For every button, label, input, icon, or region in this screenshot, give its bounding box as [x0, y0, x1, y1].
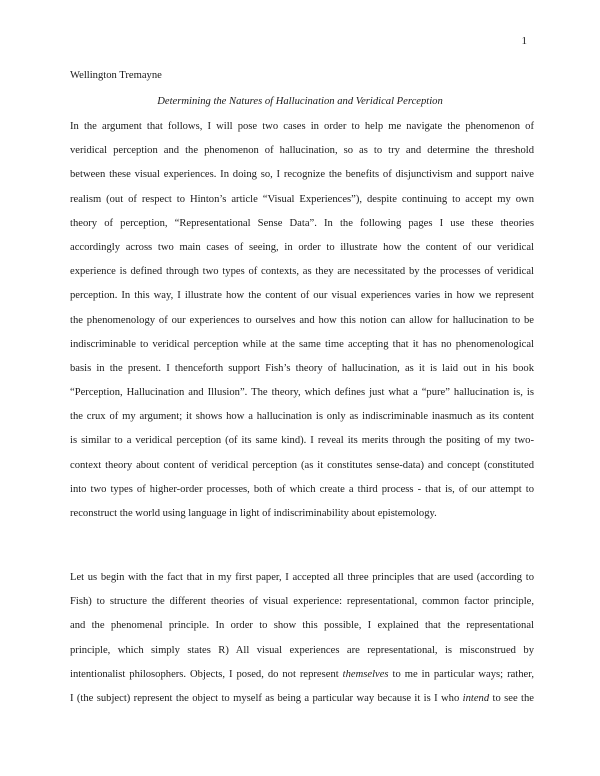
- emphasis-text: themselves: [342, 668, 389, 680]
- text-line: [70, 663, 534, 687]
- text-line: accordingly across two main cases of seeing, in order to illustrate how the content of our veridical: [70, 241, 534, 253]
- text-line: theory of perception, “Representational Sense Data”. In the following pages I use these theories: [70, 217, 534, 229]
- paragraph-1: [70, 115, 534, 526]
- text-line: is similar to a veridical perception (of its same kind). I reveal its merits through the positing of my two-: [70, 435, 534, 447]
- text-line: and the phenomenal principle. In order to show this possible, I explained that the representational: [70, 620, 534, 632]
- text-line: Let us begin with the fact that in my first paper, I accepted all three principles that are used (according to: [70, 572, 534, 583]
- text-line: the phenomenology of our experiences to ourselves and how this notion can allow for hallucination to be: [70, 314, 534, 326]
- text-line: basis in the present. I thenceforth support Fish’s theory of hallucination, as it is laid out in his book: [70, 362, 534, 374]
- text-line: reconstruct the world using language in light of indiscriminability about epistemology.: [70, 508, 437, 519]
- text-line: into two types of higher-order processes, both of which create a third process - that is, of our attempt to: [70, 483, 534, 495]
- text-line: context theory about content of veridical perception (as it constitutes sense-data) and concept (constituted: [70, 459, 534, 471]
- emphasis-text: intend: [462, 692, 490, 704]
- text-line: indiscriminable to veridical perception while at the same time accepting that it has no phenomenological: [70, 338, 534, 350]
- text-line: realism (out of respect to Hinton’s article “Visual Experiences”), despite continuing to accept my own: [70, 193, 534, 205]
- paper-title: Determining the Natures of Hallucination and Veridical Perception: [157, 96, 443, 107]
- paragraph-2: [70, 566, 534, 711]
- text-line: “Perception, Hallucination and Illusion”. The theory, which defines just what a “pure” hallucination is, is: [70, 387, 534, 399]
- page-number: 1: [521, 35, 527, 47]
- text-segment: to see the: [489, 692, 534, 704]
- text-line: experience is defined through two types of contexts, as they are necessitated by the processes of veridical: [70, 266, 534, 278]
- author-name: Wellington Tremayne: [70, 70, 162, 81]
- text-line: principle, which simply states R) All visual experiences are representational, is misconstrued by: [70, 644, 534, 656]
- text-line: veridical perception and the phenomenon of hallucination, so as to try and determine the threshold: [70, 145, 534, 157]
- text-segment: to me in particular ways; rather,: [388, 668, 534, 680]
- text-line: Fish) to structure the different theories of visual experience: representational, common factor principle,: [70, 596, 534, 608]
- text-line: [70, 687, 534, 711]
- text-line: In the argument that follows, I will pose two cases in order to help me navigate the phenomenon of: [70, 121, 534, 132]
- text-segment: intentionalist philosophers. Objects, I posed, do not represent: [70, 668, 343, 680]
- text-segment: I (the subject) represent the object to myself as being a particular way because it is I who: [70, 692, 463, 704]
- text-line: perception. In this way, I illustrate how the content of our visual experiences varies in how we represent: [70, 290, 534, 302]
- text-line: the crux of my argument; it shows how a hallucination is only as indiscriminable inasmuch as its content: [70, 411, 534, 423]
- text-line: between these visual experiences. In doing so, I recognize the benefits of disjunctivism and support naive: [70, 169, 534, 181]
